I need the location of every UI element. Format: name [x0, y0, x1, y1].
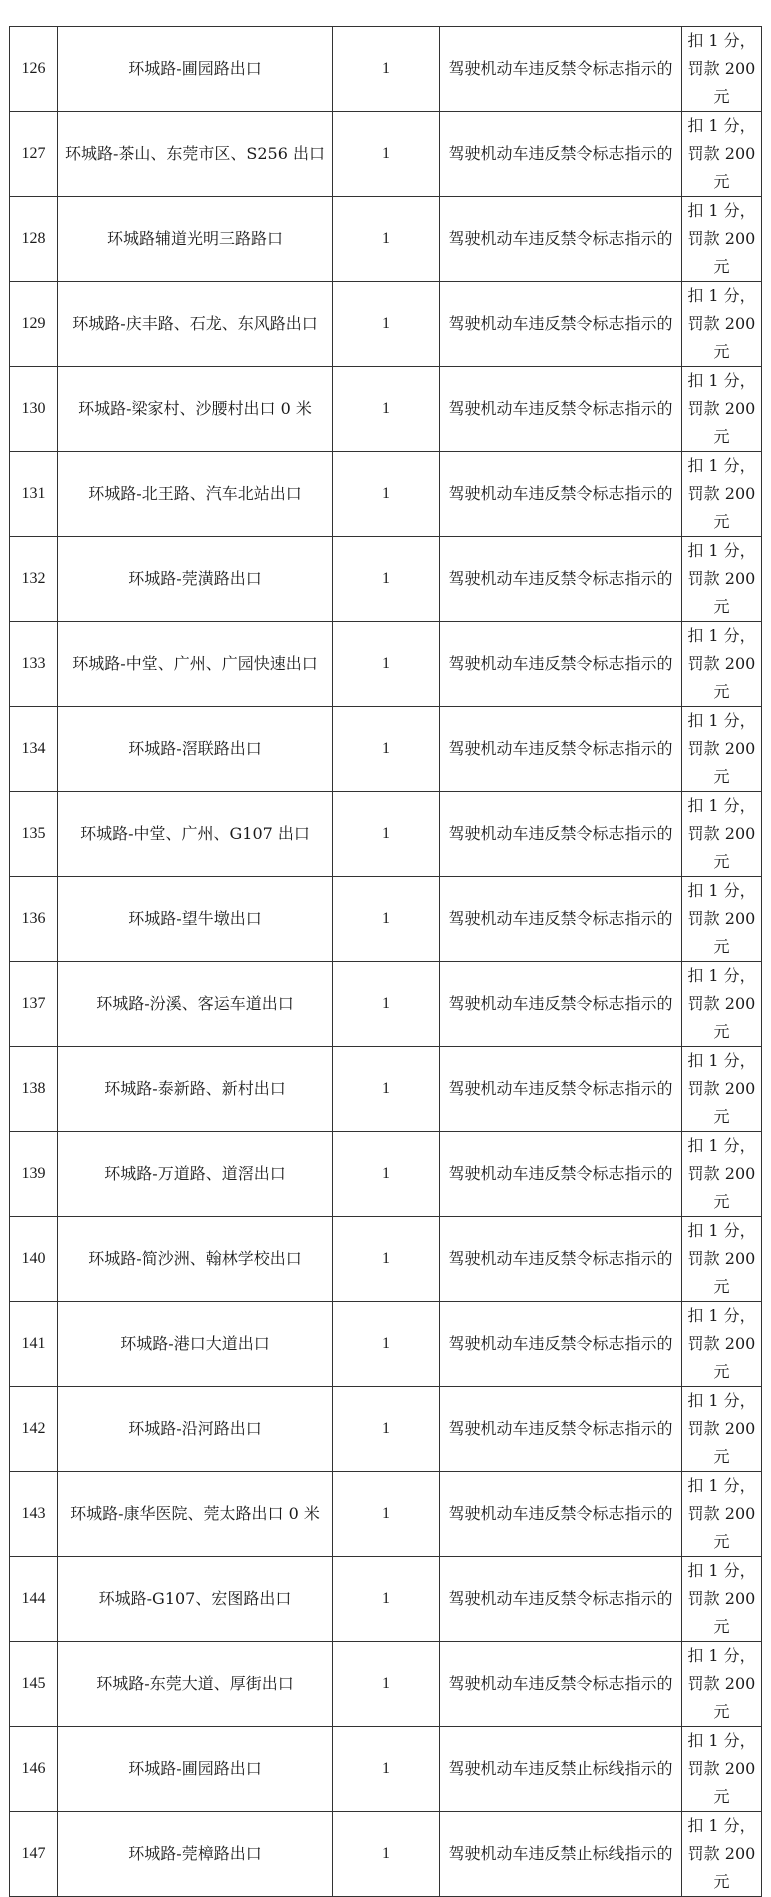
table-row: [10, 1217, 762, 1302]
violation-table: [9, 26, 762, 1897]
violation-behavior-cell: 驾驶机动车违反禁令标志指示的: [440, 707, 682, 792]
count-cell: 1: [333, 877, 440, 962]
penalty-cell: 扣 1 分，罚款 200 元: [682, 622, 762, 707]
violation-behavior-cell: 驾驶机动车违反禁令标志指示的: [440, 1642, 682, 1727]
table-row: [10, 792, 762, 877]
location-cell: 环城路-万道路、道滘出口: [58, 1132, 333, 1217]
violation-behavior-cell: 驾驶机动车违反禁令标志指示的: [440, 1047, 682, 1132]
count-cell: 1: [333, 1302, 440, 1387]
penalty-cell: 扣 1 分，罚款 200 元: [682, 792, 762, 877]
location-cell: 环城路辅道光明三路路口: [58, 197, 333, 282]
count-cell: 1: [333, 27, 440, 112]
row-number: 134: [10, 707, 58, 792]
violation-behavior-cell: 驾驶机动车违反禁令标志指示的: [440, 367, 682, 452]
count-cell: 1: [333, 197, 440, 282]
location-cell: 环城路-沿河路出口: [58, 1387, 333, 1472]
count-cell: 1: [333, 1387, 440, 1472]
row-number: 146: [10, 1727, 58, 1812]
location-cell: 环城路-中堂、广州、G107 出口: [58, 792, 333, 877]
violation-behavior-cell: 驾驶机动车违反禁令标志指示的: [440, 112, 682, 197]
penalty-cell: 扣 1 分，罚款 200 元: [682, 707, 762, 792]
count-cell: 1: [333, 962, 440, 1047]
row-number: 130: [10, 367, 58, 452]
row-number: 139: [10, 1132, 58, 1217]
count-cell: 1: [333, 1557, 440, 1642]
penalty-cell: 扣 1 分，罚款 200 元: [682, 962, 762, 1047]
penalty-cell: 扣 1 分，罚款 200 元: [682, 282, 762, 367]
location-cell: 环城路-北王路、汽车北站出口: [58, 452, 333, 537]
location-cell: 环城路-滘联路出口: [58, 707, 333, 792]
row-number: 129: [10, 282, 58, 367]
violation-behavior-cell: 驾驶机动车违反禁令标志指示的: [440, 1217, 682, 1302]
penalty-cell: 扣 1 分，罚款 200 元: [682, 1642, 762, 1727]
row-number: 142: [10, 1387, 58, 1472]
penalty-cell: 扣 1 分，罚款 200 元: [682, 1302, 762, 1387]
penalty-cell: 扣 1 分，罚款 200 元: [682, 1812, 762, 1897]
table-row: [10, 27, 762, 112]
count-cell: 1: [333, 112, 440, 197]
location-cell: 环城路-中堂、广州、广园快速出口: [58, 622, 333, 707]
table-row: [10, 367, 762, 452]
violation-behavior-cell: 驾驶机动车违反禁令标志指示的: [440, 537, 682, 622]
row-number: 136: [10, 877, 58, 962]
violation-behavior-cell: 驾驶机动车违反禁令标志指示的: [440, 197, 682, 282]
count-cell: 1: [333, 1727, 440, 1812]
location-cell: 环城路-莞樟路出口: [58, 1812, 333, 1897]
row-number: 138: [10, 1047, 58, 1132]
location-cell: 环城路-圃园路出口: [58, 1727, 333, 1812]
location-cell: 环城路-东莞大道、厚街出口: [58, 1642, 333, 1727]
penalty-cell: 扣 1 分，罚款 200 元: [682, 877, 762, 962]
violation-behavior-cell: 驾驶机动车违反禁令标志指示的: [440, 1302, 682, 1387]
violation-behavior-cell: 驾驶机动车违反禁令标志指示的: [440, 962, 682, 1047]
penalty-cell: 扣 1 分，罚款 200 元: [682, 1557, 762, 1642]
count-cell: 1: [333, 282, 440, 367]
count-cell: 1: [333, 367, 440, 452]
penalty-cell: 扣 1 分，罚款 200 元: [682, 1217, 762, 1302]
location-cell: 环城路-康华医院、莞太路出口 0 米: [58, 1472, 333, 1557]
penalty-cell: 扣 1 分，罚款 200 元: [682, 367, 762, 452]
penalty-cell: 扣 1 分，罚款 200 元: [682, 1472, 762, 1557]
violation-behavior-cell: 驾驶机动车违反禁令标志指示的: [440, 282, 682, 367]
location-cell: 环城路-G107、宏图路出口: [58, 1557, 333, 1642]
location-cell: 环城路-梁家村、沙腰村出口 0 米: [58, 367, 333, 452]
penalty-cell: 扣 1 分，罚款 200 元: [682, 112, 762, 197]
row-number: 132: [10, 537, 58, 622]
row-number: 127: [10, 112, 58, 197]
row-number: 128: [10, 197, 58, 282]
row-number: 147: [10, 1812, 58, 1897]
row-number: 144: [10, 1557, 58, 1642]
violation-behavior-cell: 驾驶机动车违反禁令标志指示的: [440, 452, 682, 537]
violation-behavior-cell: 驾驶机动车违反禁令标志指示的: [440, 27, 682, 112]
location-cell: 环城路-圃园路出口: [58, 27, 333, 112]
penalty-cell: 扣 1 分，罚款 200 元: [682, 1727, 762, 1812]
table-row: [10, 877, 762, 962]
count-cell: 1: [333, 1472, 440, 1557]
violation-behavior-cell: 驾驶机动车违反禁令标志指示的: [440, 792, 682, 877]
row-number: 135: [10, 792, 58, 877]
count-cell: 1: [333, 1217, 440, 1302]
location-cell: 环城路-泰新路、新村出口: [58, 1047, 333, 1132]
table-row: [10, 1047, 762, 1132]
violation-behavior-cell: 驾驶机动车违反禁令标志指示的: [440, 877, 682, 962]
penalty-cell: 扣 1 分，罚款 200 元: [682, 537, 762, 622]
penalty-cell: 扣 1 分，罚款 200 元: [682, 1047, 762, 1132]
count-cell: 1: [333, 1132, 440, 1217]
violation-behavior-cell: 驾驶机动车违反禁止标线指示的: [440, 1812, 682, 1897]
row-number: 143: [10, 1472, 58, 1557]
table-row: [10, 282, 762, 367]
table-row: [10, 1642, 762, 1727]
table-row: [10, 112, 762, 197]
row-number: 141: [10, 1302, 58, 1387]
count-cell: 1: [333, 1047, 440, 1132]
penalty-cell: 扣 1 分，罚款 200 元: [682, 197, 762, 282]
row-number: 145: [10, 1642, 58, 1727]
location-cell: 环城路-茶山、东莞市区、S256 出口: [58, 112, 333, 197]
violation-behavior-cell: 驾驶机动车违反禁令标志指示的: [440, 1387, 682, 1472]
location-cell: 环城路-汾溪、客运车道出口: [58, 962, 333, 1047]
violation-behavior-cell: 驾驶机动车违反禁令标志指示的: [440, 1472, 682, 1557]
row-number: 131: [10, 452, 58, 537]
violation-behavior-cell: 驾驶机动车违反禁令标志指示的: [440, 622, 682, 707]
table-row: [10, 1557, 762, 1642]
table-body: [10, 27, 762, 1897]
table-row: [10, 962, 762, 1047]
row-number: 137: [10, 962, 58, 1047]
table-row: [10, 1132, 762, 1217]
count-cell: 1: [333, 707, 440, 792]
table-row: [10, 452, 762, 537]
table-row: [10, 1812, 762, 1897]
table-row: [10, 622, 762, 707]
table-row: [10, 1387, 762, 1472]
table-row: [10, 197, 762, 282]
table-row: [10, 1472, 762, 1557]
count-cell: 1: [333, 792, 440, 877]
location-cell: 环城路-简沙洲、翰林学校出口: [58, 1217, 333, 1302]
violation-behavior-cell: 驾驶机动车违反禁止标线指示的: [440, 1727, 682, 1812]
row-number: 140: [10, 1217, 58, 1302]
table-row: [10, 707, 762, 792]
location-cell: 环城路-港口大道出口: [58, 1302, 333, 1387]
location-cell: 环城路-庆丰路、石龙、东风路出口: [58, 282, 333, 367]
penalty-cell: 扣 1 分，罚款 200 元: [682, 452, 762, 537]
table-row: [10, 1302, 762, 1387]
count-cell: 1: [333, 452, 440, 537]
table-row: [10, 1727, 762, 1812]
count-cell: 1: [333, 622, 440, 707]
penalty-cell: 扣 1 分，罚款 200 元: [682, 1132, 762, 1217]
row-number: 126: [10, 27, 58, 112]
penalty-cell: 扣 1 分，罚款 200 元: [682, 1387, 762, 1472]
location-cell: 环城路-莞潢路出口: [58, 537, 333, 622]
penalty-cell: 扣 1 分，罚款 200 元: [682, 27, 762, 112]
violation-behavior-cell: 驾驶机动车违反禁令标志指示的: [440, 1132, 682, 1217]
count-cell: 1: [333, 537, 440, 622]
count-cell: 1: [333, 1642, 440, 1727]
table-row: [10, 537, 762, 622]
violation-behavior-cell: 驾驶机动车违反禁令标志指示的: [440, 1557, 682, 1642]
row-number: 133: [10, 622, 58, 707]
count-cell: 1: [333, 1812, 440, 1897]
location-cell: 环城路-望牛墩出口: [58, 877, 333, 962]
